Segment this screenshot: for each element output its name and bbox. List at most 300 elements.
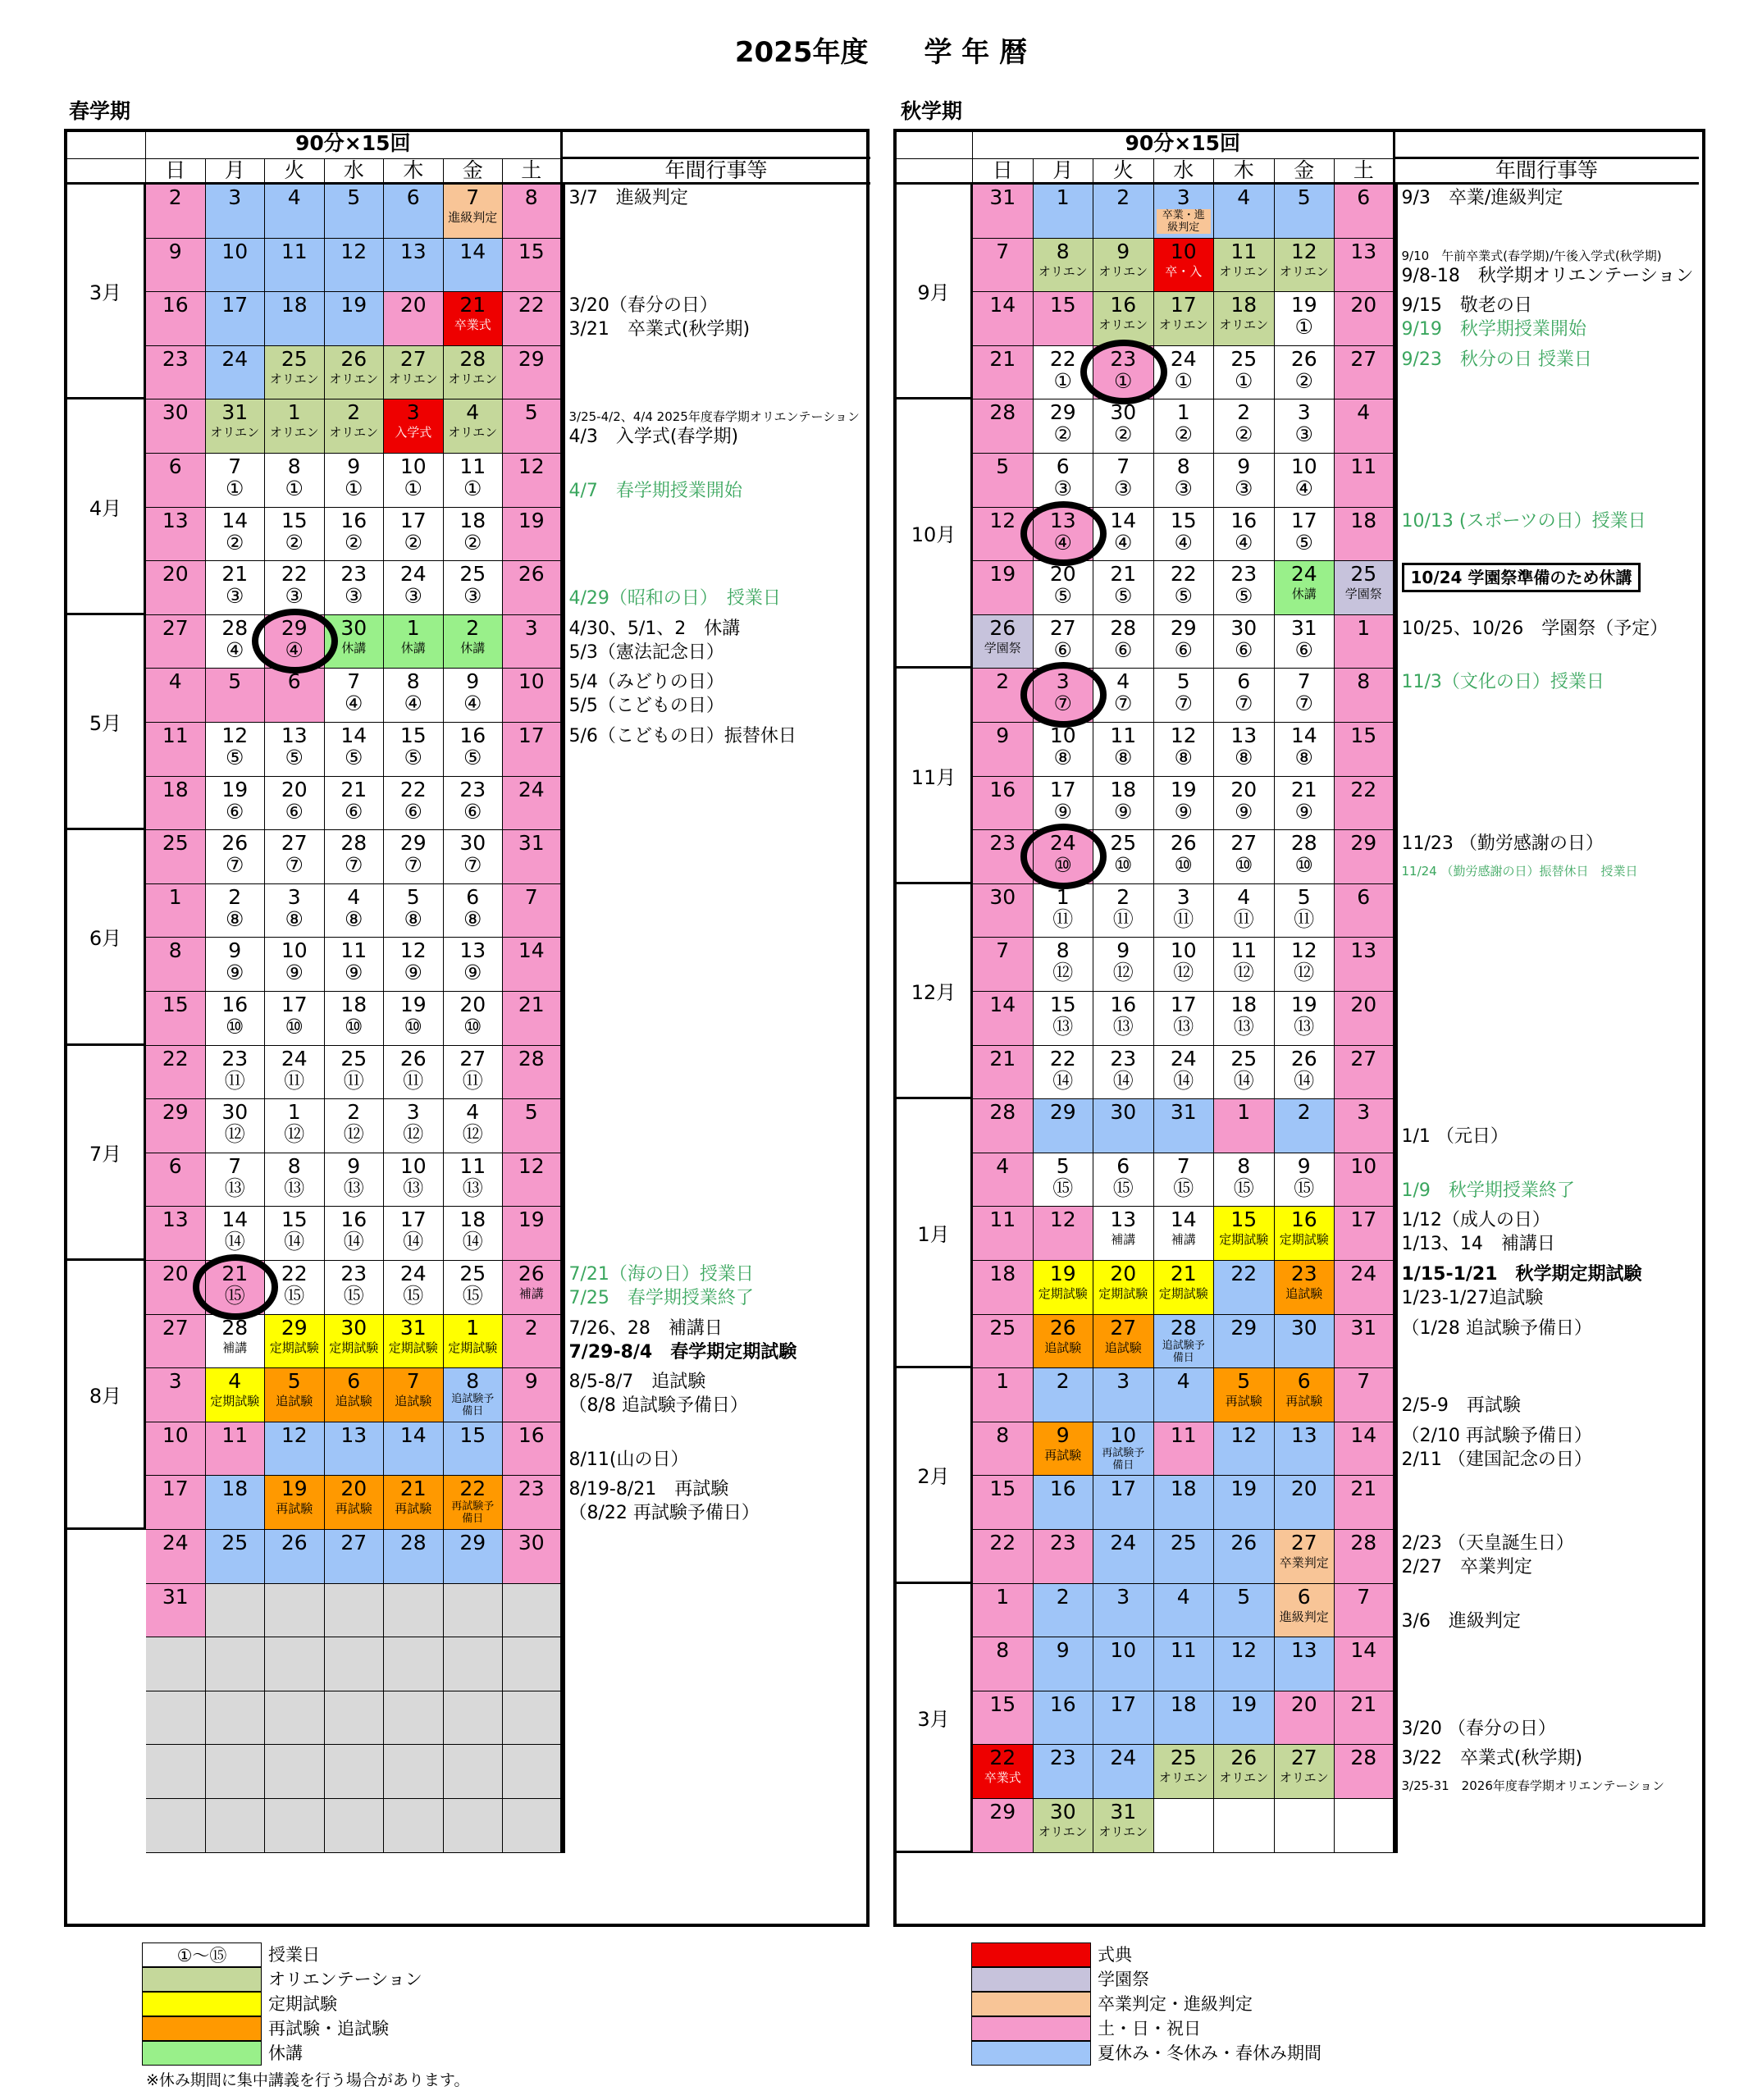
day-cell (206, 1422, 266, 1477)
day-number: 15 (281, 1208, 308, 1232)
event-entry: 9/10 午前卒業式(春学期)/午後入学式(秋学期) (1401, 248, 1662, 263)
day-cell (1034, 1476, 1094, 1530)
day-cell (503, 1476, 563, 1530)
day-cell (206, 1584, 266, 1638)
day-number: 2 (1056, 1369, 1070, 1394)
day-cell (265, 1368, 325, 1422)
day-cell (265, 884, 325, 938)
day-cell (384, 1046, 444, 1100)
day-cell (1275, 399, 1335, 454)
day-cell (1335, 830, 1395, 884)
day-number: 30 (1230, 615, 1258, 640)
class-session-number: ⑫ (1173, 961, 1194, 985)
day-cell (265, 1691, 325, 1746)
day-number: 29 (989, 1800, 1016, 1824)
day-number: 24 (399, 562, 427, 587)
day-cell (973, 292, 1034, 346)
cell-label: 定期試験 (448, 1340, 498, 1355)
month-label: 12月 (897, 884, 973, 1099)
class-session-number: ⑥ (345, 799, 363, 824)
day-cell (384, 1637, 444, 1691)
cell-label: オリエン (448, 425, 498, 441)
day-number: 29 (399, 831, 427, 856)
cell-label: 入学式 (395, 425, 432, 441)
highlight-circle (1080, 340, 1167, 405)
day-cell (325, 1099, 385, 1153)
day-cell (1275, 1637, 1335, 1691)
day-cell (1154, 615, 1215, 669)
day-cell (973, 1584, 1034, 1638)
day-cell (503, 1422, 563, 1477)
day-cell (1154, 1261, 1215, 1315)
legend-label: オリエンテーション (268, 1970, 422, 1989)
day-number: 17 (399, 508, 427, 532)
day-number: 14 (221, 1208, 249, 1232)
day-number: 13 (459, 938, 486, 963)
day-cell (1154, 508, 1215, 562)
day-number: 8 (524, 185, 538, 209)
day-cell (1335, 615, 1395, 669)
event-entry: 9/23 秋分の日 授業日 (1401, 349, 1592, 370)
day-number: 11 (340, 938, 367, 963)
class-session-number: ④ (345, 692, 363, 716)
class-session-number: ③ (1114, 477, 1133, 500)
day-cell (1214, 1584, 1275, 1638)
weekday-header: 月 (1034, 159, 1094, 185)
day-number: 26 (1290, 1046, 1317, 1071)
day-number: 24 (1049, 831, 1076, 856)
day-cell (1093, 777, 1154, 831)
day-cell (1154, 992, 1215, 1046)
day-cell (444, 1153, 504, 1208)
class-session-number: ⑧ (1174, 746, 1193, 769)
top-header-blank (67, 132, 146, 159)
day-cell (206, 723, 266, 777)
day-number: 8 (1056, 938, 1070, 963)
day-number: 23 (1110, 346, 1137, 371)
day-cell (265, 1422, 325, 1477)
day-number: 31 (989, 185, 1016, 209)
class-session-number: ⑭ (462, 1230, 483, 1254)
day-number: 6 (1237, 669, 1251, 694)
class-session-number: ⑥ (1294, 637, 1313, 662)
class-session-number: ⑧ (285, 906, 304, 931)
day-number: 14 (1350, 1638, 1377, 1663)
day-number: 17 (162, 1477, 189, 1501)
day-cell (325, 830, 385, 884)
day-number: 23 (989, 831, 1016, 856)
day-cell (146, 1745, 206, 1799)
day-number: 30 (1110, 400, 1137, 425)
day-number: 4 (466, 1100, 480, 1125)
day-cell (265, 1745, 325, 1799)
class-session-number: ④ (1294, 477, 1313, 500)
day-number: 21 (1290, 777, 1317, 801)
day-cell (1214, 1207, 1275, 1261)
class-session-number: ⑨ (1114, 799, 1133, 824)
day-number: 9 (168, 239, 182, 263)
day-cell (1034, 561, 1094, 615)
day-number: 1 (287, 1100, 301, 1125)
day-number: 10 (281, 938, 308, 963)
day-cell (206, 292, 266, 346)
day-cell (384, 1530, 444, 1584)
day-number: 5 (287, 1369, 301, 1394)
day-cell (265, 561, 325, 615)
day-cell (1335, 185, 1395, 239)
day-cell (265, 508, 325, 562)
day-cell (1034, 777, 1094, 831)
day-cell (325, 239, 385, 293)
day-cell (146, 992, 206, 1046)
cell-label: オリエン (448, 371, 498, 386)
day-cell (146, 669, 206, 723)
day-cell (265, 723, 325, 777)
cell-label: オリエン (1158, 1770, 1208, 1786)
day-number: 19 (399, 993, 427, 1016)
day-cell (1034, 1153, 1094, 1208)
day-number: 6 (168, 454, 182, 478)
day-cell (1335, 346, 1395, 400)
day-number: 29 (1350, 831, 1377, 856)
day-number: 12 (1230, 1638, 1258, 1663)
day-number: 26 (1230, 1531, 1258, 1554)
day-number: 22 (281, 562, 308, 587)
day-cell (1214, 292, 1275, 346)
day-cell (265, 669, 325, 723)
day-number: 5 (996, 454, 1010, 478)
class-session-number: ⑩ (345, 1015, 363, 1039)
day-number: 11 (459, 1153, 486, 1178)
month-label: 1月 (897, 1099, 973, 1368)
weekday-header: 日 (973, 159, 1034, 185)
day-cell (1154, 454, 1215, 508)
day-cell (503, 615, 563, 669)
cell-label: 卒・入 (1165, 263, 1203, 279)
weekday-header: 木 (384, 159, 444, 185)
day-number: 12 (1049, 1208, 1076, 1232)
day-number: 28 (518, 1046, 545, 1071)
day-number: 6 (1297, 1584, 1311, 1609)
class-session-number: ② (1235, 422, 1253, 447)
day-cell (1093, 1153, 1154, 1208)
day-cell (1154, 669, 1215, 723)
day-cell (1275, 1530, 1335, 1584)
day-number: 28 (340, 831, 367, 856)
class-session-number: ⑨ (285, 961, 304, 985)
day-number: 16 (162, 293, 189, 317)
day-cell (206, 777, 266, 831)
day-cell (325, 1261, 385, 1315)
day-cell (146, 1368, 206, 1422)
day-number: 15 (518, 239, 545, 263)
day-number: 10 (221, 239, 249, 263)
day-cell (265, 1530, 325, 1584)
class-session-number: ② (463, 530, 482, 555)
day-number: 2 (996, 669, 1010, 694)
day-cell (1034, 1584, 1094, 1638)
day-cell (503, 777, 563, 831)
day-cell (325, 454, 385, 508)
day-number: 18 (989, 1262, 1016, 1285)
legend-label: 定期試験 (268, 1994, 337, 2014)
cell-label: 卒業式 (984, 1770, 1021, 1786)
day-cell (146, 1691, 206, 1746)
cell-label: オリエン (1158, 317, 1208, 333)
day-cell (1093, 239, 1154, 293)
day-cell (503, 1153, 563, 1208)
cell-label: 卒業式 (454, 317, 491, 333)
day-cell (1335, 777, 1395, 831)
day-cell (384, 938, 444, 992)
day-number: 16 (1049, 1691, 1076, 1716)
event-entry: 3/20 （春分の日） (1401, 1718, 1556, 1739)
day-number: 16 (518, 1422, 545, 1447)
day-cell (325, 669, 385, 723)
day-number: 29 (281, 1315, 308, 1340)
class-session-number: ③ (1235, 477, 1253, 500)
class-session-number: ⑩ (1235, 853, 1253, 878)
day-number: 16 (340, 1208, 367, 1232)
class-session-number: ⑥ (404, 799, 422, 824)
day-number: 28 (989, 1100, 1016, 1125)
month-label: 4月 (67, 399, 146, 614)
day-number: 2 (347, 400, 361, 425)
legend-swatch (971, 2016, 1091, 2041)
class-session-number: ③ (226, 584, 244, 609)
class-session-number: ⑭ (224, 1230, 245, 1254)
class-session-number: ⑪ (403, 1068, 424, 1093)
event-entry: （8/22 再試験予備日） (568, 1503, 760, 1524)
day-number: 23 (1110, 1046, 1137, 1071)
day-cell (1275, 1153, 1335, 1208)
cell-label: 定期試験 (1038, 1286, 1088, 1301)
day-number: 8 (1357, 669, 1371, 694)
class-session-number: ⑤ (1053, 584, 1072, 609)
day-cell (1093, 1530, 1154, 1584)
day-cell (1154, 1530, 1215, 1584)
day-cell (973, 1422, 1034, 1477)
day-cell (503, 1530, 563, 1584)
day-number: 23 (459, 777, 486, 801)
day-number: 30 (221, 1100, 249, 1125)
day-cell (444, 185, 504, 239)
cell-label: オリエン (269, 371, 319, 386)
legend-label: 土・日・祝日 (1098, 2019, 1201, 2038)
day-cell (265, 1153, 325, 1208)
day-number: 23 (1290, 1262, 1317, 1285)
legend-swatch (142, 2016, 262, 2041)
cell-label: 追試験 (395, 1394, 432, 1409)
day-number: 21 (518, 993, 545, 1016)
day-cell (1093, 185, 1154, 239)
day-number: 11 (162, 724, 189, 747)
day-number: 6 (287, 669, 301, 694)
class-session-number: ⑭ (1052, 1068, 1074, 1093)
top-header-cell: 90分×15回 (146, 132, 563, 159)
day-cell (1154, 884, 1215, 938)
day-number: 25 (1110, 831, 1137, 856)
day-number: 13 (399, 239, 427, 263)
cell-label: オリエン (1219, 263, 1269, 279)
day-number: 26 (1230, 1746, 1258, 1770)
day-number: 28 (221, 1315, 249, 1340)
day-cell (265, 1799, 325, 1853)
day-cell (1275, 561, 1335, 615)
day-number: 12 (1290, 938, 1317, 963)
day-number: 9 (347, 1153, 361, 1178)
day-number: 28 (399, 1531, 427, 1554)
highlight-circle (1020, 824, 1107, 889)
day-number: 10 (1110, 1422, 1137, 1447)
day-cell (325, 1207, 385, 1261)
day-cell (503, 1799, 563, 1853)
class-session-number: ⑧ (1053, 746, 1072, 769)
class-session-number: ② (1053, 422, 1072, 447)
day-number: 27 (459, 1046, 486, 1071)
day-cell (1093, 1315, 1154, 1369)
class-session-number: ② (226, 530, 244, 555)
class-session-number: ⑮ (403, 1284, 424, 1308)
day-number: 21 (221, 1262, 249, 1285)
weekday-header: 水 (325, 159, 385, 185)
day-cell (146, 292, 206, 346)
legend-swatch (142, 1992, 262, 2016)
day-number: 7 (996, 239, 1010, 263)
cell-label: 学園祭 (1344, 587, 1382, 602)
day-cell (1214, 1476, 1275, 1530)
cell-label: 定期試験 (1098, 1286, 1148, 1301)
day-number: 6 (1297, 1369, 1311, 1394)
day-cell (1093, 1691, 1154, 1746)
cell-label: 追試験 (335, 1394, 372, 1409)
highlight-circle (1020, 662, 1107, 728)
day-number: 1 (466, 1315, 480, 1340)
cell-label: オリエン (1038, 1824, 1088, 1839)
events-panel (1395, 185, 1699, 1853)
day-number: 25 (340, 1046, 367, 1071)
day-number: 18 (221, 1477, 249, 1501)
day-number: 16 (221, 993, 249, 1016)
day-number: 7 (1176, 1153, 1190, 1178)
day-number: 7 (524, 884, 538, 909)
day-cell (206, 1691, 266, 1746)
day-cell (384, 561, 444, 615)
day-number: 26 (1170, 831, 1197, 856)
day-cell (973, 1368, 1034, 1422)
cell-label: 休講 (400, 640, 426, 655)
day-cell (265, 1637, 325, 1691)
day-cell (206, 1315, 266, 1369)
day-number: 3 (406, 1100, 420, 1125)
cell-label: 再試験予備日 (1102, 1446, 1145, 1472)
class-session-number: ⑥ (1114, 637, 1133, 662)
day-number: 15 (1049, 293, 1076, 317)
day-number: 15 (281, 508, 308, 532)
day-cell (444, 1691, 504, 1746)
day-cell (503, 1207, 563, 1261)
day-number: 5 (1297, 884, 1311, 909)
weekday-blank (897, 159, 973, 185)
day-cell (384, 1315, 444, 1369)
day-number: 29 (518, 346, 545, 371)
class-session-number: ⑮ (1112, 1176, 1134, 1200)
day-number: 28 (221, 615, 249, 640)
day-number: 4 (1176, 1369, 1190, 1394)
day-cell (1034, 292, 1094, 346)
cell-label: 追試験予備日 (1162, 1339, 1205, 1364)
day-cell (444, 1584, 504, 1638)
day-number: 8 (1056, 239, 1070, 263)
cell-label: 定期試験 (210, 1394, 260, 1409)
day-cell (444, 1530, 504, 1584)
cell-label: 定期試験 (269, 1340, 319, 1355)
class-session-number: ⑫ (343, 1122, 364, 1147)
day-cell (1093, 1207, 1154, 1261)
legend-label: 式典 (1098, 1945, 1132, 1965)
day-cell (384, 884, 444, 938)
class-session-number: ⑩ (404, 1015, 422, 1039)
day-cell (1275, 1046, 1335, 1100)
day-cell (1214, 669, 1275, 723)
day-number: 6 (406, 185, 420, 209)
class-session-number: ⑭ (1294, 1068, 1315, 1093)
day-cell (146, 884, 206, 938)
day-cell (384, 1691, 444, 1746)
legend-label: 卒業判定・進級判定 (1098, 1994, 1253, 2014)
day-cell (503, 884, 563, 938)
class-session-number: ⑭ (343, 1230, 364, 1254)
event-entry: （2/10 再試験予備日） (1401, 1425, 1592, 1446)
day-number: 13 (162, 1208, 189, 1232)
class-session-number: ⑨ (1294, 799, 1313, 824)
day-number: 25 (281, 346, 308, 371)
day-cell (973, 938, 1034, 992)
day-number: 15 (162, 993, 189, 1016)
day-cell (1093, 1799, 1154, 1853)
day-number: 21 (1350, 1691, 1377, 1716)
day-cell (1335, 992, 1395, 1046)
day-number: 24 (162, 1531, 189, 1554)
day-number: 14 (989, 293, 1016, 317)
class-session-number: ⑬ (1112, 1015, 1134, 1039)
day-number: 1 (1056, 185, 1070, 209)
day-cell (503, 938, 563, 992)
day-number: 9 (347, 454, 361, 478)
day-number: 14 (1350, 1422, 1377, 1447)
weekday-header: 火 (265, 159, 325, 185)
day-cell (1275, 723, 1335, 777)
day-cell (1093, 1422, 1154, 1477)
month-label: 8月 (67, 1261, 146, 1530)
day-cell (503, 185, 563, 239)
day-number: 20 (1350, 993, 1377, 1016)
day-number: 10 (1110, 1638, 1137, 1663)
day-number: 14 (399, 1422, 427, 1447)
day-cell (1335, 723, 1395, 777)
day-number: 22 (1170, 562, 1197, 587)
class-session-number: ④ (1235, 530, 1253, 555)
class-session-number: ⑪ (224, 1068, 245, 1093)
legend-swatch (142, 1967, 262, 1992)
day-cell (1335, 454, 1395, 508)
cell-label: 進級判定 (448, 210, 498, 225)
day-number: 27 (340, 1531, 367, 1554)
day-number: 11 (281, 239, 308, 263)
day-cell (1275, 185, 1335, 239)
day-cell (503, 1315, 563, 1369)
day-number: 10 (1170, 239, 1197, 263)
